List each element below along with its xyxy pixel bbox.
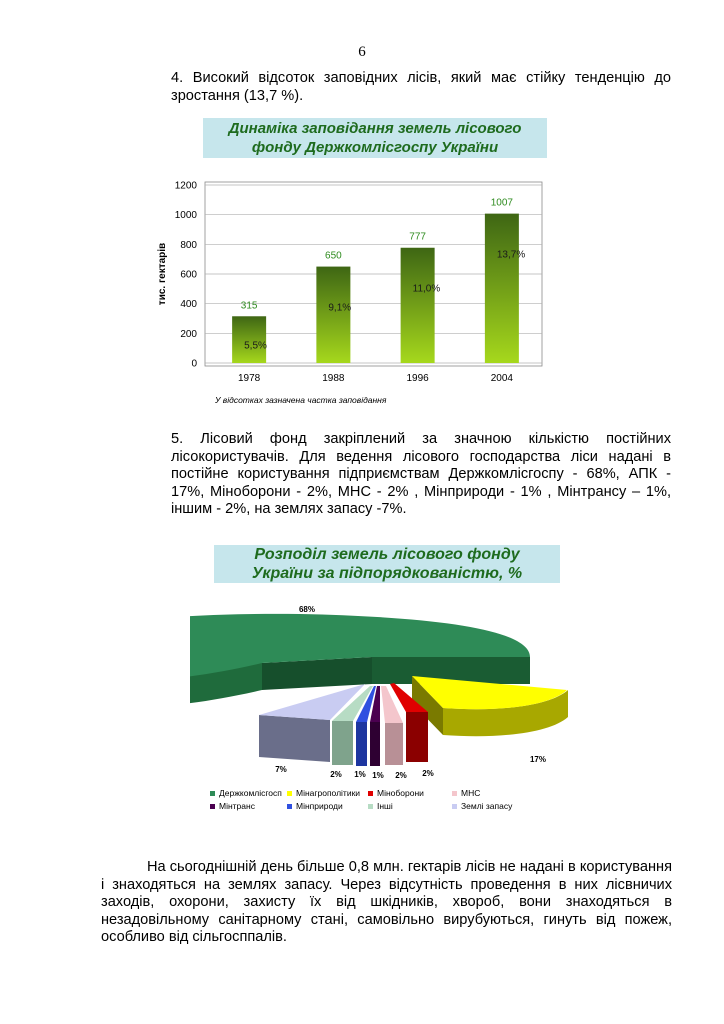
pie-slice-label: 1% [372,771,384,780]
legend-swatch [368,791,373,796]
legend-item [210,801,255,811]
legend-label: Міноборони [377,788,424,798]
pie-slice-label: 2% [395,771,407,780]
bar-percent-label: 9,1% [328,302,352,314]
legend-swatch [287,791,292,796]
y-tick-label: 200 [180,328,197,340]
y-tick-label: 800 [180,239,197,251]
pie-slice-label: 2% [422,769,434,778]
legend-label: МНС [461,788,481,798]
pie-slice-label: 1% [354,770,366,779]
legend-item [452,801,512,811]
y-tick-label: 1000 [174,210,197,222]
bar-value-label: 315 [240,300,258,312]
legend-item [368,801,393,811]
legend-label: Інші [377,801,393,811]
legend-label: Землі запасу [461,801,513,811]
legend-item [287,788,360,798]
y-axis-label: тис. гектарів [157,242,168,306]
pie-slice-side-mp [356,722,367,766]
y-tick-label: 400 [180,299,197,311]
bar-percent-label: 13,7% [496,249,526,261]
x-tick-label: 2004 [490,373,513,384]
pie-slice-side-mo [406,712,428,762]
pie-slice-side-other [332,721,353,765]
legend-swatch [368,804,373,809]
chart2-title-line1: Розподіл земель лісового фонду [254,546,520,563]
y-tick-label: 0 [191,358,197,370]
bar-value-label: 1007 [490,197,513,209]
legend-swatch [287,804,292,809]
bar-2004 [485,214,519,363]
pie-slice-label: 7% [275,765,287,774]
chart2-title-line2: України за підпорядкованістю, % [251,564,523,582]
x-tick-label: 1988 [322,373,345,384]
legend-swatch [452,791,457,796]
x-tick-label: 1996 [406,373,429,384]
paragraph-4: 4. Високий відсоток заповідних лісів, який має стійку тенденцію до зростання (13,7 %). [171,70,671,104]
legend-swatch [210,804,215,809]
pie-slice-label: 2% [330,770,342,779]
legend-label: Мінтранс [219,801,255,811]
pie-slice-side-mt [370,722,380,766]
bar-chart [150,170,550,395]
paragraph-5: 5. Лісовий фонд закріплений за значною кількістю постійних лісокористувачів. Для ведення лісового господарства ліси надані в постійне користування підприємствам Держкомлісгоспу - 68%, АПК - 17%, Міноборони - 2%, МНС - 2% , Мінприроди - 1% , Мінтрансу – 1%, іншим - 2%, на землях запасу -7%. [171,431,671,517]
legend-item [287,801,343,811]
chart1-footnote: У відсотках зазначена частка заповідання [215,395,387,405]
pie-slice-side-reserve [259,715,330,762]
legend-item [368,788,424,798]
legend-label: Держкомлісгосп [219,788,282,798]
page-number: 6 [358,44,366,60]
bar-percent-label: 5,5% [244,340,267,352]
legend-swatch [452,804,457,809]
legend-label: Мінагрополітики [296,788,361,798]
pie-slice-side-mns [385,723,403,765]
bar-percent-label: 11,0% [412,283,441,295]
pie-slice-label: 17% [529,755,547,764]
chart1-title-line2: фонду Держкомлісгоспу України [251,139,499,156]
legend-swatch [210,791,215,796]
chart1-title-line1: Динаміка заповідання земель лісового [228,120,522,137]
paragraph-final: На сьогоднішній день більше 0,8 млн. гектарів лісів не надані в користування і знаходяться на землях запасу. Через відсутність проведення в них лісвничих заходів, охорони, захисту їх від шкідників, хвороб, вони знаходяться в незадовільному санітарному стані, самовільно вирубуються, гинуть від пожеж, особливо від сільгосппалів. [101,859,672,945]
chart2-title [214,545,560,583]
y-tick-label: 1200 [174,180,197,192]
legend-label: Мінприроди [296,801,343,811]
legend-item [210,788,282,798]
bar-value-label: 650 [325,250,342,262]
pie-chart [190,598,570,788]
y-tick-label: 600 [180,269,197,281]
legend-item [452,788,480,798]
bar-1996 [401,248,435,363]
x-tick-label: 1978 [238,373,261,384]
pie-slice-label: 68% [298,605,316,614]
bar-value-label: 777 [409,231,426,243]
chart1-title [203,118,547,158]
bar-1988 [316,267,350,363]
